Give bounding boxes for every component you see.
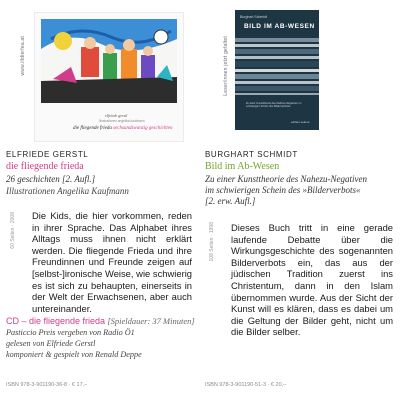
- illustrations-credit: Illustrationen Angelika Kaufmann: [6, 186, 129, 196]
- cd-title: [6, 316, 195, 326]
- cover-author: elfriede gerstl: [105, 113, 128, 118]
- cover-publisher: edition selene: [291, 120, 310, 124]
- book-cover[interactable]: [235, 10, 319, 130]
- cover-title-part2: sechsundzwanzig geschichten: [113, 126, 173, 131]
- cd-award: Pasticcio Preis vergeben von Radio Ö1: [6, 328, 135, 337]
- cover-subtitle: Zu einer Kunsttheorie des Nahezu-Negativen im schwierigen Schein des Bilderverbotes: [246, 102, 302, 109]
- book-edition: [2. erw. Aufl.]: [205, 196, 256, 206]
- cd-reader: gelesen von Elfriede Gerstl: [6, 339, 96, 348]
- cover-area: [6, 6, 192, 144]
- cover-pattern: [235, 10, 319, 130]
- cover-illustration: [41, 19, 177, 103]
- side-url: www.illdierfea.at: [20, 36, 26, 76]
- side-caption: Leser/innen jetzt gefaltet: [223, 36, 229, 96]
- author-name: BURGHART SCHMIDT: [205, 150, 298, 159]
- book-title[interactable]: Bild im Ab-Wesen: [205, 161, 280, 172]
- page-meta: 108 Seiten · 1998: [209, 222, 215, 262]
- book-subtitle: 26 geschichten [2. Aufl.]: [6, 174, 96, 184]
- cover-title-part1: die fliegende frieda: [73, 126, 112, 131]
- book-entry-left: [6, 0, 195, 400]
- cover-author: Burghart Schmidt: [240, 15, 268, 19]
- isbn-price: ISBN 978-3-901190-36-8 · € 17,–: [6, 382, 88, 388]
- cover-title: BILD IM AB-WESEN: [244, 23, 315, 30]
- author-name: ELFRIEDE GERSTL: [6, 150, 89, 159]
- book-title[interactable]: die fliegende frieda: [6, 161, 84, 172]
- book-entry-right: [205, 0, 391, 400]
- cover-title: [73, 126, 172, 131]
- book-subtitle-line1: Zu einer Kunsttheorie des Nahezu-Negativen: [205, 174, 367, 184]
- isbn-price: ISBN 978-3-901190-51-3 · € 20,–: [205, 382, 287, 388]
- cd-name[interactable]: CD – die fliegende frieda: [6, 316, 106, 326]
- cd-composer: komponiert & gespielt von Renald Deppe: [6, 350, 142, 359]
- cd-duration: [Spieldauer: 37 Minuten]: [107, 316, 195, 326]
- cover-illustrator: illustrationen angelika kaufmann: [99, 119, 145, 123]
- page-meta: 60 Seiten · 2008: [10, 212, 16, 249]
- book-description: Dieses Buch tritt in eine gerade laufende Debatte über die Wirkungsgeschichte des sogenannten Bilderverbots ein, das aus der jüdischen Tradition zuerst ins Christentum, dann in den Islam übernommen wurde. Aus der Sicht der Kunst will es klären, dass es dabei um die Geltung der Bilder geht, nicht um die Bilder selber.: [231, 222, 393, 338]
- book-subtitle-line2: im schwierigen Schein des »Bilderverbots«: [205, 185, 361, 195]
- book-description: Die Kids, die hier vorkommen, reden in ihrer Sprache. Das Alphabet ihres Alltags muss ihnen nicht erklärt werden. Die fliegende Frieda und ihre Freundinnen und Freunde zeigen auf [selbst-]ironische Weise, wie schwierig es ist sich zu behaupten, einerseits in der Welt der Erwachsenen, aber auch untereinander.: [32, 210, 192, 314]
- cover-area: [205, 6, 391, 144]
- book-cover[interactable]: [34, 12, 184, 142]
